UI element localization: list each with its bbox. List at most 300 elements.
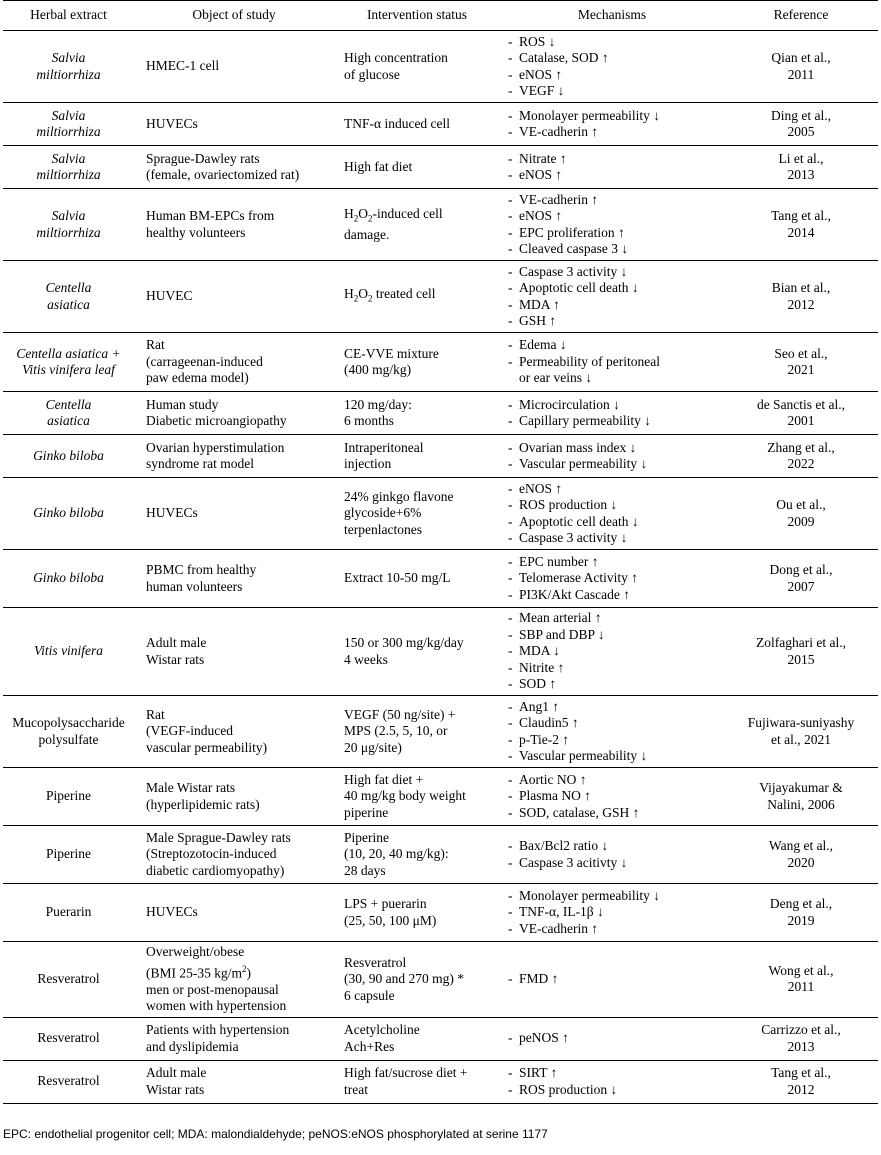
reference-cell xyxy=(724,768,878,826)
header-mechanisms: Mechanisms xyxy=(500,1,724,31)
mechanism-item: - Nitrate ↑ xyxy=(508,151,720,168)
intervention-status-cell-line: of glucose xyxy=(344,66,400,82)
mechanism-item: - EPC number ↑ xyxy=(508,554,720,571)
reference-cell-line: Deng et al., xyxy=(769,896,833,911)
object-of-study-cell xyxy=(134,261,334,333)
mechanism-item: - SBP and DBP ↓ xyxy=(508,627,720,644)
reference-cell xyxy=(724,942,878,1018)
object-of-study-cell xyxy=(134,478,334,550)
intervention-status-cell xyxy=(334,189,500,261)
herbal-extract-table xyxy=(3,0,878,1104)
herbal-extract-cell-line: miltiorrhiza xyxy=(36,224,101,240)
table-row xyxy=(3,608,878,696)
herbal-extract-cell-line: Salvia xyxy=(51,107,86,123)
intervention-status-cell-line: TNF-α induced cell xyxy=(344,115,451,131)
mechanisms-list xyxy=(508,108,720,141)
intervention-status-cell-line: 4 weeks xyxy=(344,651,388,667)
object-of-study-cell-line: (Streptozotocin-induced xyxy=(146,846,277,862)
mechanism-item: - Edema ↓ xyxy=(508,337,720,354)
reference-cell-line: Zolfaghari et al., xyxy=(756,635,846,650)
intervention-status-cell-line: $H_2O_2$ treated cell xyxy=(344,285,436,304)
object-of-study-cell-line: Ovarian hyperstimulation xyxy=(146,439,285,455)
header-reference: Reference xyxy=(724,1,878,31)
table-row xyxy=(3,189,878,261)
mechanism-item: - Caspase 3 activity ↓ xyxy=(508,530,720,547)
intervention-status-cell-line: terpenlactones xyxy=(344,521,422,537)
reference-cell-line: Seo et al., xyxy=(774,345,828,361)
object-of-study-cell-line: HUVECs xyxy=(146,904,198,920)
reference-cell-line: 2013 xyxy=(787,167,815,182)
mechanisms-cell xyxy=(500,146,724,189)
table-row xyxy=(3,696,878,768)
intervention-status-cell xyxy=(334,942,500,1018)
object-of-study-cell-line: (VEGF-induced xyxy=(146,723,233,739)
mechanisms-cell xyxy=(500,550,724,608)
reference-cell xyxy=(724,884,878,942)
herbal-extract-cell-line: Salvia xyxy=(51,50,86,65)
object-of-study-cell-line: paw edema model) xyxy=(146,370,249,386)
herbal-extract-cell-line: Centella asiatica + xyxy=(16,345,121,361)
reference-cell-line: 2012 xyxy=(787,296,815,312)
reference-cell xyxy=(724,696,878,768)
table-body xyxy=(3,31,878,1104)
mechanism-item: - Apoptotic cell death ↓ xyxy=(508,514,720,531)
herbal-extract-cell xyxy=(3,884,134,942)
herbal-extract-cell-line: Ginko biloba xyxy=(33,447,104,463)
mechanism-item: - PI3K/Akt Cascade ↑ xyxy=(508,587,720,604)
object-of-study-cell-line: HUVEC xyxy=(146,288,193,304)
herbal-extract-cell-line: asiatica xyxy=(47,413,90,428)
intervention-status-cell xyxy=(334,435,500,478)
mechanism-item: - Nitrite ↑ xyxy=(508,660,720,677)
object-of-study-cell xyxy=(134,189,334,261)
reference-cell xyxy=(724,550,878,608)
intervention-status-cell-line: High fat diet xyxy=(344,158,413,174)
reference-cell xyxy=(724,608,878,696)
herbal-extract-cell xyxy=(3,1017,134,1060)
reference-cell-line: et al., 2021 xyxy=(771,731,831,747)
mechanism-item: - Cleaved caspase 3 ↓ xyxy=(508,241,720,258)
object-of-study-cell xyxy=(134,1017,334,1060)
herbal-extract-cell-line: miltiorrhiza xyxy=(36,66,101,82)
object-of-study-cell-line: Rat xyxy=(146,706,165,722)
object-of-study-cell xyxy=(134,550,334,608)
object-of-study-cell-line: and dyslipidemia xyxy=(146,1038,239,1054)
mechanism-item: - SOD, catalase, GSH ↑ xyxy=(508,805,720,822)
mechanism-item: - Aortic NO ↑ xyxy=(508,772,720,789)
object-of-study-cell xyxy=(134,31,334,103)
intervention-status-cell xyxy=(334,768,500,826)
intervention-status-cell xyxy=(334,550,500,608)
reference-cell xyxy=(724,103,878,146)
table-row xyxy=(3,261,878,333)
object-of-study-cell-line: Human study xyxy=(146,396,219,412)
mechanism-item: - peNOS ↑ xyxy=(508,1030,720,1047)
mechanism-item: - Ang1 ↑ xyxy=(508,699,720,716)
object-of-study-cell-line: women with hypertension xyxy=(146,998,287,1013)
object-of-study-cell-line: Wistar rats xyxy=(146,651,205,667)
reference-cell-line: Ding et al., xyxy=(771,107,831,123)
object-of-study-cell-line: vascular permeability) xyxy=(146,739,268,755)
reference-cell-line: 2007 xyxy=(787,578,815,594)
intervention-status-cell-line: damage. xyxy=(344,226,390,242)
object-of-study-cell-line: Diabetic microangiopathy xyxy=(146,413,287,428)
intervention-status-cell-line: injection xyxy=(344,456,392,471)
object-of-study-cell-line: Male Wistar rats xyxy=(146,780,236,795)
herbal-extract-cell-line: Centella xyxy=(45,396,92,412)
mechanisms-cell xyxy=(500,189,724,261)
reference-cell-line: Zhang et al., xyxy=(767,439,835,455)
header-herbal-extract: Herbal extract xyxy=(3,1,134,31)
intervention-status-cell xyxy=(334,103,500,146)
intervention-status-cell-line: High concentration xyxy=(344,50,448,65)
reference-cell xyxy=(724,333,878,392)
reference-cell-line: 2019 xyxy=(787,912,815,928)
mechanisms-list xyxy=(508,554,720,604)
herbal-extract-cell-line: Puerarin xyxy=(45,904,92,920)
intervention-status-cell xyxy=(334,696,500,768)
object-of-study-cell-line: HMEC-1 cell xyxy=(146,58,220,74)
header-row xyxy=(3,1,878,31)
herbal-extract-cell xyxy=(3,608,134,696)
object-of-study-cell-line: Human BM-EPCs from xyxy=(146,208,275,223)
reference-cell xyxy=(724,31,878,103)
object-of-study-cell-line: Overweight/obese xyxy=(146,944,245,959)
reference-cell-line: Tang et al., xyxy=(771,208,831,223)
reference-cell-line: Dong et al., xyxy=(769,562,833,577)
herbal-extract-cell-line: Piperine xyxy=(46,788,91,804)
reference-cell-line: 2009 xyxy=(787,513,815,529)
reference-cell xyxy=(724,1060,878,1103)
object-of-study-cell xyxy=(134,1060,334,1103)
reference-cell-line: de Sanctis et al., xyxy=(756,396,846,412)
mechanism-item: - p-Tie-2 ↑ xyxy=(508,732,720,749)
mechanism-item: - FMD ↑ xyxy=(508,971,720,988)
intervention-status-cell-line: CE-VVE mixture xyxy=(344,345,439,361)
intervention-status-cell-line: 6 capsule xyxy=(344,987,395,1003)
object-of-study-cell xyxy=(134,146,334,189)
herbal-extract-cell-line: Ginko biloba xyxy=(33,570,104,586)
herbal-extract-cell xyxy=(3,942,134,1018)
mechanisms-cell xyxy=(500,435,724,478)
herbal-extract-cell xyxy=(3,261,134,333)
mechanisms-list xyxy=(508,34,720,100)
mechanism-item: - Claudin5 ↑ xyxy=(508,715,720,732)
intervention-status-cell-line: Acetylcholine xyxy=(344,1022,420,1037)
object-of-study-cell-line: Patients with hypertension xyxy=(146,1022,290,1037)
intervention-status-cell-line: MPS (2.5, 5, 10, or xyxy=(344,723,448,739)
mechanism-item: - Permeability of peritoneal or ear veins ↓ xyxy=(508,354,720,387)
mechanism-item: - SOD ↑ xyxy=(508,676,720,693)
herbal-extract-cell xyxy=(3,1060,134,1103)
mechanism-item: - SIRT ↑ xyxy=(508,1065,720,1082)
mechanisms-list xyxy=(508,337,720,387)
mechanism-item: - GSH ↑ xyxy=(508,313,720,330)
reference-cell-line: Fujiwara-suniyashy xyxy=(747,715,855,730)
intervention-status-cell xyxy=(334,261,500,333)
mechanism-item: - Monolayer permeability ↓ xyxy=(508,888,720,905)
mechanism-item: - VE-cadherin ↑ xyxy=(508,192,720,209)
herbal-extract-cell xyxy=(3,146,134,189)
intervention-status-cell-line: glycoside+6% xyxy=(344,505,422,521)
object-of-study-cell-line: PBMC from healthy xyxy=(146,562,257,577)
herbal-extract-cell-line: Mucopolysaccharide xyxy=(12,715,125,730)
mechanism-item: - ROS production ↓ xyxy=(508,497,720,514)
mechanisms-list xyxy=(508,481,720,547)
mechanisms-list xyxy=(508,264,720,330)
table-header xyxy=(3,1,878,31)
object-of-study-cell xyxy=(134,696,334,768)
object-of-study-cell-line: Wistar rats xyxy=(146,1081,205,1097)
mechanism-item: - eNOS ↑ xyxy=(508,167,720,184)
reference-cell-line: Vijayakumar & xyxy=(759,780,843,795)
object-of-study-cell xyxy=(134,333,334,392)
table-row xyxy=(3,146,878,189)
reference-cell-line: Nalini, 2006 xyxy=(767,796,835,812)
reference-cell xyxy=(724,146,878,189)
herbal-extract-cell xyxy=(3,31,134,103)
mechanisms-list xyxy=(508,1065,720,1098)
intervention-status-cell-line: LPS + puerarin xyxy=(344,896,427,911)
table-row xyxy=(3,478,878,550)
mechanisms-cell xyxy=(500,333,724,392)
intervention-status-cell-line: Extract 10-50 mg/L xyxy=(344,570,451,586)
intervention-status-cell xyxy=(334,884,500,942)
mechanism-item: - MDA ↓ xyxy=(508,643,720,660)
mechanism-item: - Apoptotic cell death ↓ xyxy=(508,280,720,297)
mechanism-item: - eNOS ↑ xyxy=(508,208,720,225)
mechanism-item: - eNOS ↑ xyxy=(508,67,720,84)
intervention-status-cell-line: (10, 20, 40 mg/kg): xyxy=(344,846,449,862)
herbal-extract-cell xyxy=(3,478,134,550)
herbal-extract-cell-line: asiatica xyxy=(47,296,90,312)
mechanism-item: - Plasma NO ↑ xyxy=(508,788,720,805)
herbal-extract-cell-line: Resveratrol xyxy=(37,1030,100,1046)
reference-cell-line: Wang et al., xyxy=(768,838,834,853)
mechanism-item: - VEGF ↓ xyxy=(508,83,720,100)
herbal-extract-cell xyxy=(3,696,134,768)
intervention-status-cell-line: 120 mg/day: xyxy=(344,396,412,412)
mechanisms-cell xyxy=(500,1017,724,1060)
object-of-study-cell-line: human volunteers xyxy=(146,578,243,594)
object-of-study-cell-line: Adult male xyxy=(146,1065,207,1080)
herbal-extract-table-container xyxy=(3,0,878,1104)
header-intervention-status: Intervention status xyxy=(334,1,500,31)
reference-cell-line: 2005 xyxy=(787,124,815,139)
herbal-extract-cell-line: Piperine xyxy=(46,846,91,862)
mechanisms-cell xyxy=(500,103,724,146)
reference-cell-line: Carrizzo et al., xyxy=(761,1022,841,1037)
reference-cell-line: 2012 xyxy=(787,1081,815,1097)
herbal-extract-cell-line: Vitis vinifera xyxy=(33,643,104,659)
table-row xyxy=(3,942,878,1018)
mechanism-item: - Telomerase Activity ↑ xyxy=(508,570,720,587)
table-row xyxy=(3,103,878,146)
intervention-status-cell xyxy=(334,1017,500,1060)
intervention-status-cell-line: High fat/sucrose diet + xyxy=(344,1065,468,1080)
intervention-status-cell xyxy=(334,608,500,696)
mechanism-item: - Catalase, SOD ↑ xyxy=(508,50,720,67)
reference-cell xyxy=(724,261,878,333)
herbal-extract-cell-line: Resveratrol xyxy=(37,971,100,986)
mechanism-item: - Microcirculation ↓ xyxy=(508,397,720,414)
intervention-status-cell-line: (400 mg/kg) xyxy=(344,362,412,377)
intervention-status-cell-line: Ach+Res xyxy=(344,1038,395,1054)
reference-cell-line: Bian et al., xyxy=(771,280,831,295)
mechanisms-list xyxy=(508,440,720,473)
intervention-status-cell xyxy=(334,826,500,884)
reference-cell xyxy=(724,435,878,478)
intervention-status-cell-line: 150 or 300 mg/kg/day xyxy=(344,635,464,650)
table-row xyxy=(3,884,878,942)
herbal-extract-cell xyxy=(3,435,134,478)
herbal-extract-cell-line: Ginko biloba xyxy=(33,505,104,521)
intervention-status-cell-line: $H_2O_2$-induced cell xyxy=(344,205,443,224)
herbal-extract-cell xyxy=(3,103,134,146)
mechanism-item: - Vascular permeability ↓ xyxy=(508,748,720,765)
mechanism-item: - EPC proliferation ↑ xyxy=(508,225,720,242)
object-of-study-cell xyxy=(134,435,334,478)
intervention-status-cell-line: 6 months xyxy=(344,413,394,428)
herbal-extract-cell-line: Vitis vinifera leaf xyxy=(22,362,115,377)
herbal-extract-cell-line: miltiorrhiza xyxy=(36,124,101,139)
mechanisms-cell xyxy=(500,478,724,550)
mechanism-item: - eNOS ↑ xyxy=(508,481,720,498)
reference-cell-line: 2015 xyxy=(787,651,815,667)
mechanisms-list xyxy=(508,192,720,258)
reference-cell-line: Qian et al., xyxy=(771,50,831,65)
intervention-status-cell-line: (25, 50, 100 μM) xyxy=(344,912,437,928)
mechanism-item: - Monolayer permeability ↓ xyxy=(508,108,720,125)
reference-cell xyxy=(724,826,878,884)
mechanism-item: - Ovarian mass index ↓ xyxy=(508,440,720,457)
intervention-status-cell-line: Resveratrol xyxy=(344,954,407,970)
intervention-status-cell xyxy=(334,333,500,392)
mechanism-item: - Capillary permeability ↓ xyxy=(508,413,720,430)
intervention-status-cell-line: 20 μg/site) xyxy=(344,739,402,755)
reference-cell-line: 2013 xyxy=(787,1038,815,1054)
object-of-study-cell xyxy=(134,826,334,884)
intervention-status-cell xyxy=(334,478,500,550)
mechanism-item: - ROS ↓ xyxy=(508,34,720,51)
mechanism-item: - VE-cadherin ↑ xyxy=(508,124,720,141)
object-of-study-cell-line: (female, ovariectomized rat) xyxy=(146,167,300,182)
table-row xyxy=(3,1060,878,1103)
mechanism-item: - Mean arterial ↑ xyxy=(508,610,720,627)
table-row xyxy=(3,1017,878,1060)
herbal-extract-cell-line: Salvia xyxy=(51,208,86,223)
object-of-study-cell-line: Male Sprague-Dawley rats xyxy=(146,829,291,845)
intervention-status-cell xyxy=(334,31,500,103)
reference-cell xyxy=(724,392,878,435)
intervention-status-cell xyxy=(334,1060,500,1103)
reference-cell-line: 2001 xyxy=(787,413,815,428)
mechanisms-list xyxy=(508,971,720,988)
reference-cell-line: 2020 xyxy=(787,854,815,870)
mechanisms-list xyxy=(508,699,720,765)
mechanisms-cell xyxy=(500,392,724,435)
reference-cell-line: 2022 xyxy=(787,456,815,471)
herbal-extract-cell-line: miltiorrhiza xyxy=(36,167,101,182)
intervention-status-cell-line: VEGF (50 ng/site) + xyxy=(344,706,456,722)
intervention-status-cell-line: 28 days xyxy=(344,862,386,878)
intervention-status-cell-line: 24% ginkgo flavone xyxy=(344,488,454,504)
reference-cell-line: Li et al., xyxy=(778,150,824,166)
reference-cell xyxy=(724,1017,878,1060)
intervention-status-cell-line: 40 mg/kg body weight xyxy=(344,788,466,804)
reference-cell xyxy=(724,189,878,261)
object-of-study-cell-line: (hyperlipidemic rats) xyxy=(146,796,260,812)
header-object-of-study: Object of study xyxy=(134,1,334,31)
mechanism-item: - Caspase 3 acitivty ↓ xyxy=(508,855,720,872)
mechanisms-list xyxy=(508,888,720,938)
object-of-study-cell xyxy=(134,942,334,1018)
mechanisms-list xyxy=(508,1030,720,1047)
table-row xyxy=(3,333,878,392)
mechanisms-cell xyxy=(500,1060,724,1103)
herbal-extract-cell xyxy=(3,333,134,392)
reference-cell-line: 2021 xyxy=(787,362,815,377)
object-of-study-cell-line: healthy volunteers xyxy=(146,224,246,240)
herbal-extract-cell-line: Salvia xyxy=(51,150,86,166)
table-row xyxy=(3,550,878,608)
mechanisms-cell xyxy=(500,826,724,884)
intervention-status-cell-line: Piperine xyxy=(344,829,389,845)
mechanisms-cell xyxy=(500,942,724,1018)
herbal-extract-cell xyxy=(3,768,134,826)
table-row xyxy=(3,31,878,103)
table-row xyxy=(3,435,878,478)
intervention-status-cell-line: High fat diet + xyxy=(344,771,424,787)
reference-cell-line: 2011 xyxy=(787,979,815,995)
mechanisms-cell xyxy=(500,696,724,768)
mechanism-item: - VE-cadherin ↑ xyxy=(508,921,720,938)
intervention-status-cell xyxy=(334,392,500,435)
object-of-study-cell-line: HUVECs xyxy=(146,115,198,131)
intervention-status-cell-line: treat xyxy=(344,1081,368,1097)
mechanisms-list xyxy=(508,151,720,184)
object-of-study-cell-line: Rat xyxy=(146,337,165,353)
herbal-extract-cell xyxy=(3,189,134,261)
herbal-extract-cell xyxy=(3,826,134,884)
table-row xyxy=(3,392,878,435)
mechanisms-cell xyxy=(500,608,724,696)
mechanisms-cell xyxy=(500,31,724,103)
object-of-study-cell xyxy=(134,884,334,942)
object-of-study-cell-line: Adult male xyxy=(146,635,207,650)
object-of-study-cell-line: diabetic cardiomyopathy) xyxy=(146,862,285,878)
intervention-status-cell-line: piperine xyxy=(344,804,389,820)
reference-cell-line: 2014 xyxy=(787,224,815,240)
mechanism-item: - MDA ↑ xyxy=(508,297,720,314)
mechanism-item: - TNF-α, IL-1β ↓ xyxy=(508,904,720,921)
mechanisms-list xyxy=(508,772,720,822)
mechanism-item: - Caspase 3 activity ↓ xyxy=(508,264,720,281)
table-row xyxy=(3,768,878,826)
object-of-study-cell xyxy=(134,768,334,826)
mechanism-item: - Vascular permeability ↓ xyxy=(508,456,720,473)
object-of-study-cell-line: (carrageenan-induced xyxy=(146,353,263,369)
mechanism-item: - Bax/Bcl2 ratio ↓ xyxy=(508,838,720,855)
object-of-study-cell xyxy=(134,608,334,696)
mechanisms-list xyxy=(508,397,720,430)
table-footnote: EPC: endothelial progenitor cell; MDA: malondialdehyde; peNOS:eNOS phosphorylated at serine 1177 xyxy=(3,1127,548,1141)
herbal-extract-cell-line: polysulfate xyxy=(38,731,99,747)
mechanisms-cell xyxy=(500,884,724,942)
mechanisms-cell xyxy=(500,768,724,826)
reference-cell-line: Tang et al., xyxy=(771,1065,831,1080)
herbal-extract-cell xyxy=(3,392,134,435)
